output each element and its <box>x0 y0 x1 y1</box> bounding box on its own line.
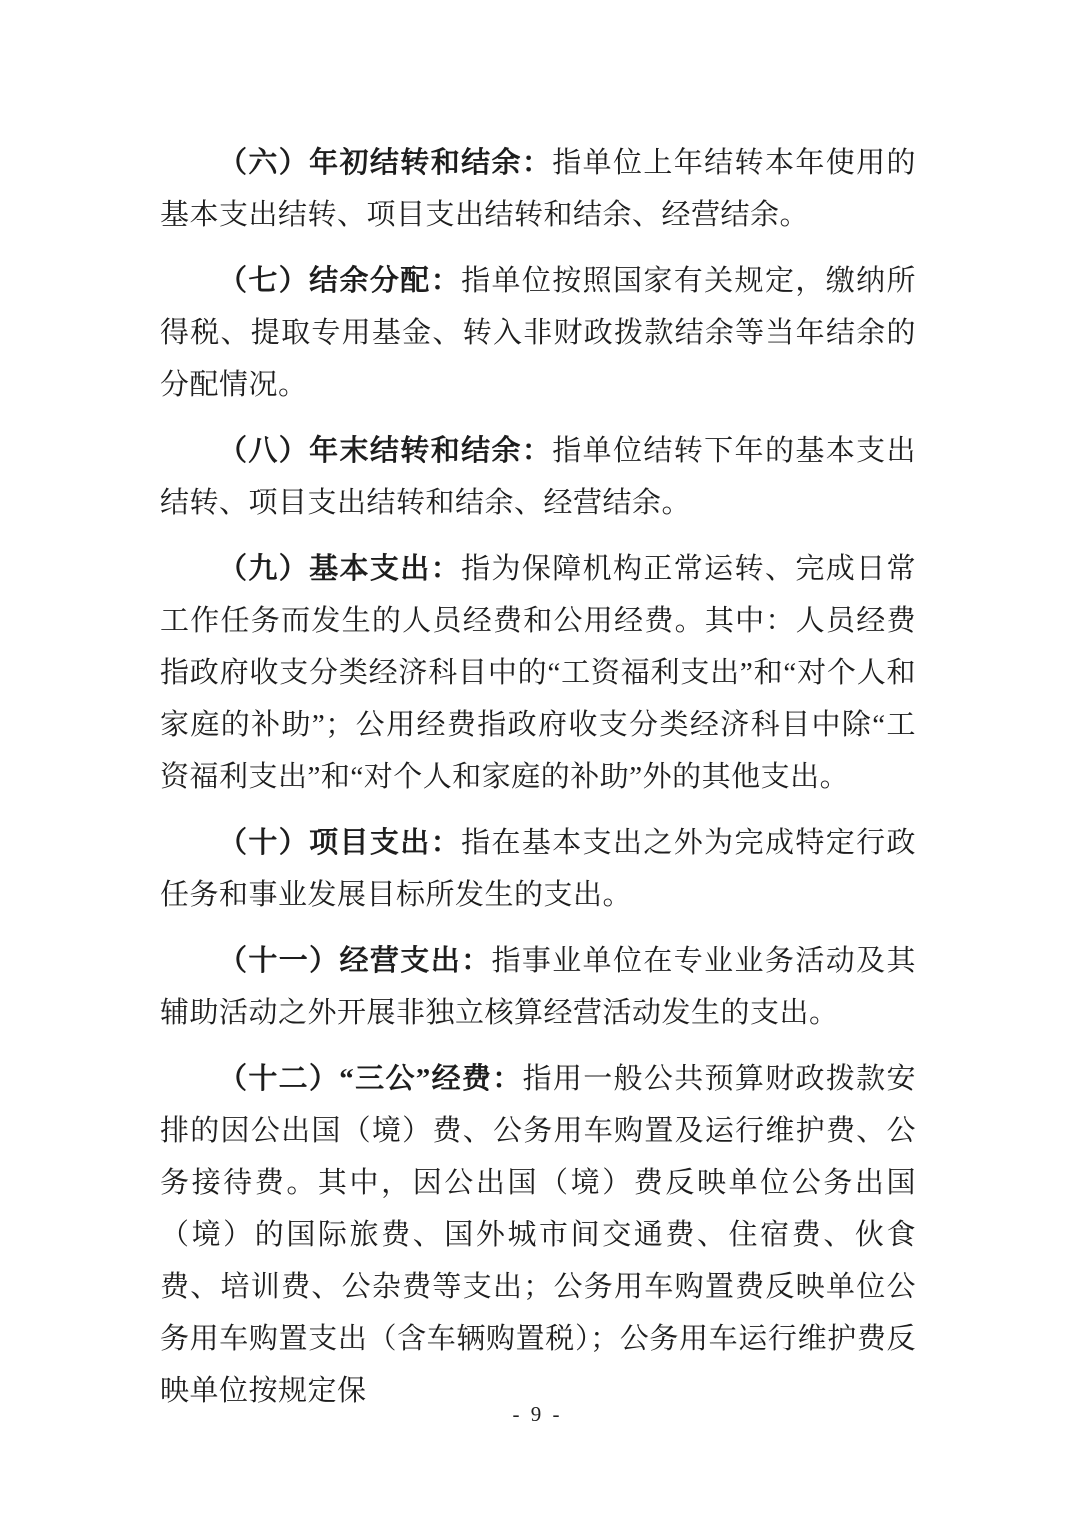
definition-text: 指事业单位在专业业务活动及其辅助活动之外开展非独立核算经营活动发生的支出。 <box>160 945 916 1029</box>
definition-text: 指为保障机构正常运转、完成日常工作任务而发生的人员经费和公用经费。其中：人员经费指政府收支分类经济科目中的“工资福利支出”和“对个人和家庭的补助”；公用经费指政府收支分类经济科目中除“工资福利支出”和“对个人和家庭的补助”外的其他支出。 <box>160 553 916 793</box>
definition-text: 指在基本支出之外为完成特定行政任务和事业发展目标所发生的支出。 <box>160 827 916 911</box>
term-label: （十）项目支出： <box>218 827 462 859</box>
term-label: （八）年末结转和结余： <box>218 435 553 467</box>
term-label: （九）基本支出： <box>218 553 462 585</box>
term-label: （七）结余分配： <box>218 265 462 297</box>
document-body <box>160 137 916 1431</box>
definition-text: 指单位结转下年的基本支出结转、项目支出结转和结余、经营结余。 <box>160 435 916 519</box>
definition-paragraph-8 <box>160 425 916 529</box>
definition-paragraph-6 <box>160 137 916 241</box>
definition-paragraph-9 <box>160 543 916 803</box>
definition-text: 指单位上年结转本年使用的基本支出结转、项目支出结转和结余、经营结余。 <box>160 147 916 231</box>
definition-text: 指用一般公共预算财政拨款安排的因公出国（境）费、公务用车购置及运行维护费、公务接待费。其中，因公出国（境）费反映单位公务出国（境）的国际旅费、国外城市间交通费、住宿费、伙食费、培训费、公杂费等支出；公务用车购置费反映单位公务用车购置支出（含车辆购置税）；公务用车运行维护费反映单位按规定保 <box>160 1063 916 1407</box>
definition-paragraph-11 <box>160 935 916 1039</box>
definition-paragraph-10 <box>160 817 916 921</box>
definition-paragraph-7 <box>160 255 916 411</box>
term-label: （六）年初结转和结余： <box>218 147 553 179</box>
term-label: （十二）“三公”经费： <box>218 1063 523 1095</box>
definition-paragraph-12 <box>160 1053 916 1417</box>
definition-text: 指单位按照国家有关规定，缴纳所得税、提取专用基金、转入非财政拨款结余等当年结余的分配情况。 <box>160 265 916 401</box>
page-number: - 9 - <box>512 1402 563 1426</box>
term-label: （十一）经营支出： <box>218 945 492 977</box>
